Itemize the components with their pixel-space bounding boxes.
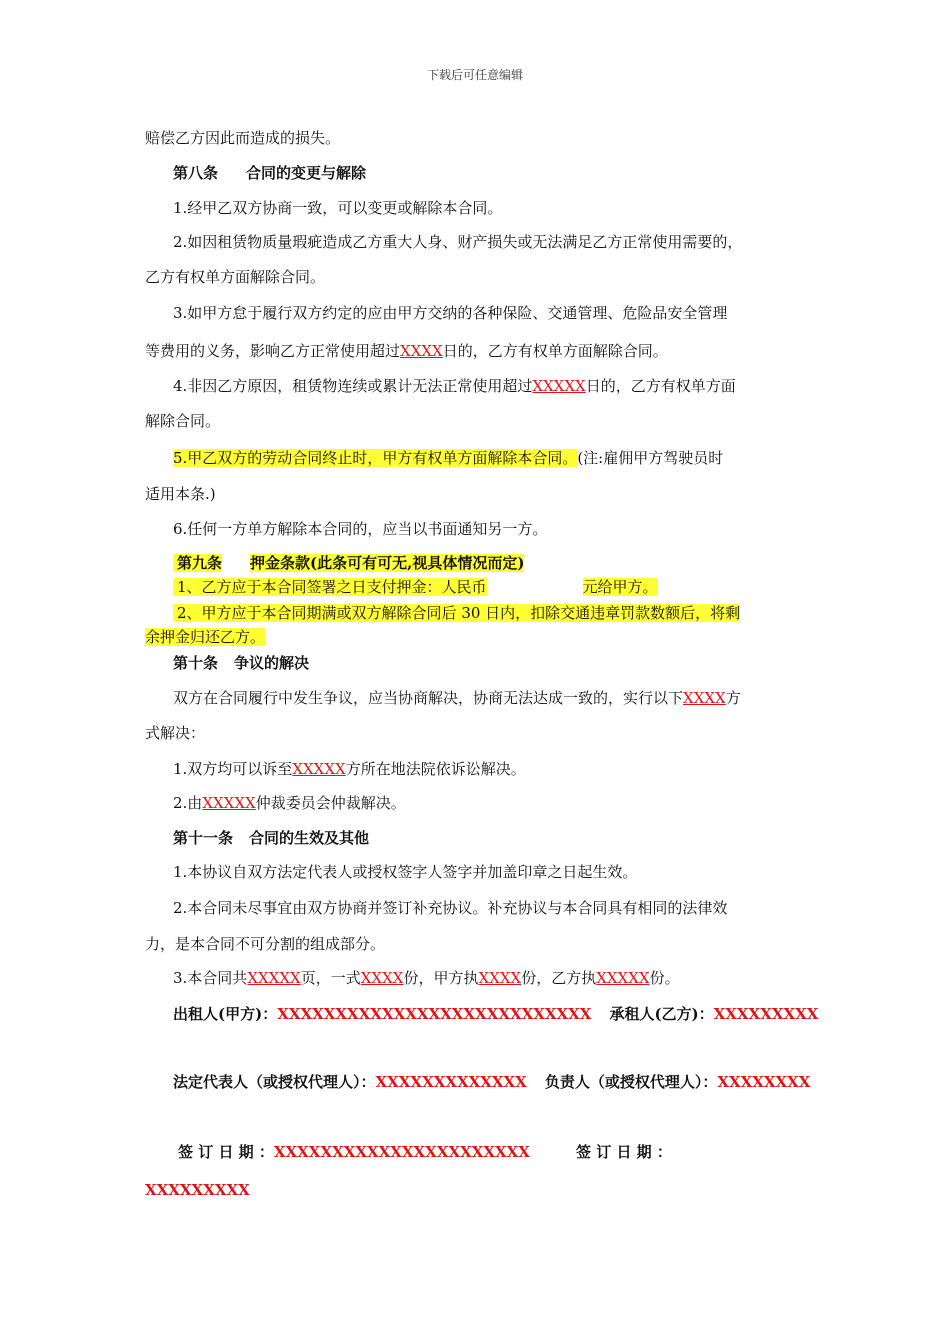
text: 等费用的义务，影响乙方正常使用超过 [145,342,401,360]
representative-value: XXXXXXXXXXXXX [375,1073,527,1091]
text: 日的，乙方有权单方面解除合同。 [442,342,668,360]
signature-parties-row [173,1004,838,1024]
clause-8-5-cont: 适用本条.) [145,485,216,503]
text: 4.非因乙方原因，租赁物连续或累计无法正常使用超过 [173,377,533,395]
text: 份。 [649,969,680,987]
responsible-value: XXXXXXXX [717,1073,811,1091]
text: 页，一式 [300,969,361,987]
text: 份，乙方执 [521,969,597,987]
highlighted-text: 元给甲方。 [582,578,658,596]
placeholder-field: XXXXX [532,377,586,395]
text: 3.本合同共 [173,969,248,987]
article-11-heading [173,828,838,848]
clause-8-4-cont: 解除合同。 [145,412,221,430]
article-9-heading [173,553,838,573]
text: 方所在地法院依诉讼解决。 [345,760,526,778]
article-title: 争议的解决 [234,654,310,672]
clause-8-2: 2.如因租赁物质量瑕疵造成乙方重大人身、财产损失或无法满足乙方正常使用需要的， [173,233,743,251]
text: 日的，乙方有权单方面 [585,377,736,395]
clause-10-1 [173,759,838,779]
highlighted-text: 5.甲乙双方的劳动合同终止时，甲方有权单方面解除本合同。 [173,449,578,467]
highlighted-text: 2、甲方应于本合同期满或双方解除合同后 30 日内，扣除交通违章罚款数额后，将剩 [173,604,740,622]
text: 双方在合同履行中发生争议，应当协商解决，协商无法达成一致的，实行以下 [173,689,684,707]
highlighted-text: 余押金归还乙方。 [145,628,266,646]
placeholder-field: XXXXX [247,969,301,987]
clause-8-3: 3.如甲方怠于履行双方约定的应由甲方交纳的各种保险、交通管理、危险品安全管理 [173,304,728,322]
signing-date-value-2: XXXXXXXXX [145,1181,250,1199]
clause-8-2-cont: 乙方有权单方面解除合同。 [145,268,326,286]
text: 方 [725,689,741,707]
article-title: 押金条款(此条可有可无,视具体情况而定) [250,554,525,572]
article-10-heading [173,653,838,673]
signing-date-label-2: 签 订 日 期 ： [576,1143,672,1161]
clause-11-1: 1.本协议自双方法定代表人或授权签字人签字并加盖印章之日起生效。 [173,863,638,881]
article-8-heading [173,163,838,183]
text: 1.双方均可以诉至 [173,760,293,778]
clause-9-2 [173,603,838,623]
placeholder-field: XXXX [683,689,726,707]
clause-10-text-cont: 式解决： [145,724,206,742]
placeholder-field: XXXX [400,342,443,360]
clause-11-3 [173,968,838,988]
clause-8-1: 1.经甲乙双方协商一致，可以变更或解除本合同。 [173,199,503,217]
clause-8-3-cont [145,341,810,361]
text: (注:雇佣甲方驾驶员时 [577,449,724,467]
signing-date-label: 签 订 日 期 ： [178,1143,274,1161]
representative-label: 法定代表人（或授权代理人）： [173,1073,376,1091]
lessor-value: XXXXXXXXXXXXXXXXXXXXXXXXXXX [277,1005,592,1023]
lessee-value: XXXXXXXXX [713,1005,819,1023]
article-number: 第十条 [173,654,219,672]
placeholder-field: XXXXX [292,760,346,778]
text: 仲裁委员会仲裁解决。 [255,794,406,812]
signing-date-value: XXXXXXXXXXXXXXXXXXXXXX [273,1143,530,1161]
lessee-label: 承租人(乙方)： [609,1005,714,1023]
clause-9-1 [173,577,838,597]
text: 2.由 [173,794,203,812]
clause-10-2 [173,793,838,813]
clause-8-4 [173,376,838,396]
text: 份，甲方执 [403,969,479,987]
responsible-label: 负责人（或授权代理人）： [544,1073,718,1091]
clause-9-2-cont [145,627,810,647]
article-number: 第九条 [173,554,222,572]
placeholder-field: XXXXX [596,969,650,987]
page-header: 下载后可任意编辑 [426,68,523,82]
placeholder-field: XXXX [360,969,404,987]
placeholder-field: XXXX [478,969,522,987]
clause-8-5 [173,448,838,468]
clause-11-2-cont: 力，是本合同不可分割的组成部分。 [145,935,386,953]
signature-representative-row [173,1072,838,1092]
paragraph-line: 赔偿乙方因此而造成的损失。 [145,129,341,147]
clause-11-2: 2.本合同未尽事宜由双方协商并签订补充协议。补充协议与本合同具有相同的法律效 [173,899,728,917]
highlighted-text: 1、乙方应于本合同签署之日支付押金：人民币 [173,578,487,596]
article-number: 第八条 [173,164,219,182]
lessor-label: 出租人(甲方)： [173,1005,278,1023]
article-title: 合同的变更与解除 [246,164,367,182]
article-number: 第十一条 [173,829,234,847]
clause-8-6: 6.任何一方单方解除本合同的，应当以书面通知另一方。 [173,520,548,538]
placeholder-field: XXXXX [202,794,256,812]
article-title: 合同的生效及其他 [249,829,370,847]
clause-10-text [173,688,838,708]
